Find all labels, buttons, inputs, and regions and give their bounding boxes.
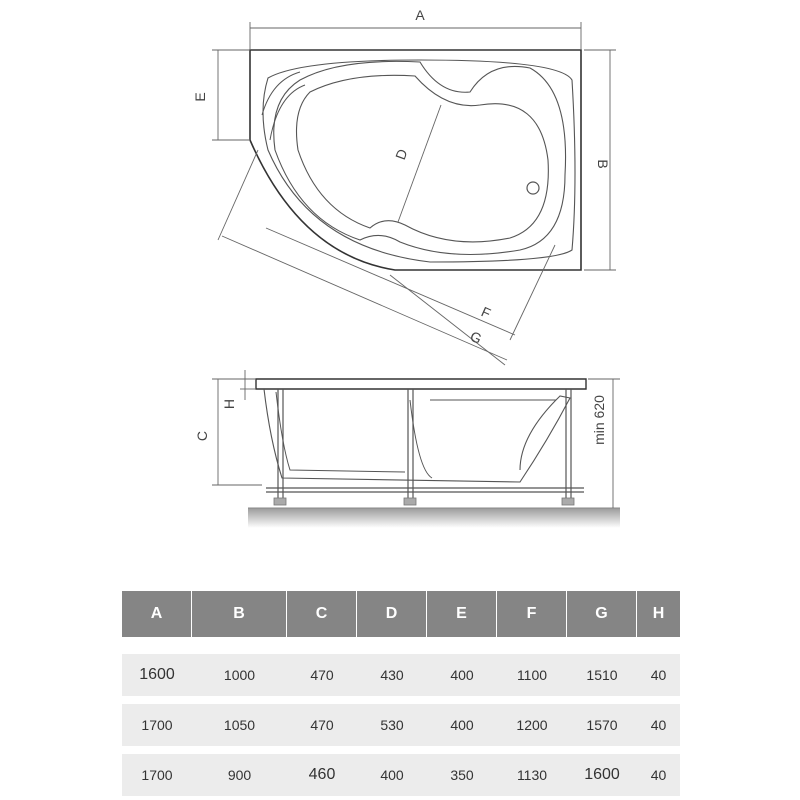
table-header-cell: E: [427, 591, 497, 637]
dim-label-c: C: [194, 430, 210, 442]
table-cell: 1570: [586, 717, 618, 733]
table-cell: 1600: [139, 666, 175, 683]
table-header-cell: A: [122, 591, 192, 637]
table-cell: 400: [380, 767, 404, 783]
table-header-cell: H: [637, 591, 680, 637]
tub-bowl-inner: [297, 75, 549, 242]
side-frame: [266, 389, 584, 498]
table-cell: 1600: [584, 766, 620, 783]
table-cell: 470: [310, 667, 334, 683]
dim-label-a: A: [415, 7, 425, 23]
table-cell: 40: [650, 667, 667, 683]
side-feet: [274, 498, 574, 505]
table-cell: 350: [450, 767, 474, 783]
dimensions-table: [122, 591, 680, 796]
table-cell: 1000: [223, 667, 256, 683]
table-cell: 460: [308, 766, 336, 783]
dim-label-e: E: [192, 92, 208, 102]
table-cell: 400: [450, 667, 474, 683]
dim-label-b: B: [595, 159, 611, 169]
dim-label-f: F: [478, 303, 494, 322]
table-cell: 900: [227, 767, 252, 783]
side-tub-body: [264, 389, 570, 482]
table-cell: 400: [450, 717, 474, 733]
side-rim: [256, 379, 586, 389]
top-view-dimensions: [212, 22, 616, 365]
dim-label-min-height: min 620: [591, 395, 607, 445]
table-cell: 530: [380, 717, 404, 733]
dim-label-g: G: [467, 327, 485, 347]
table-header-cell: G: [567, 591, 637, 637]
table-cell: 1200: [516, 717, 548, 733]
drain-icon: [527, 182, 539, 194]
table-cell: 1050: [223, 717, 256, 733]
tub-outer-rim: [250, 50, 581, 270]
table-cell: 1100: [516, 667, 548, 683]
side-view: [256, 379, 586, 505]
table-cell: 430: [380, 667, 404, 683]
table-cell: 470: [310, 717, 334, 733]
table-cell: 40: [650, 767, 667, 783]
top-view: [250, 50, 581, 270]
table-row: [122, 754, 680, 796]
headrest-curve: [262, 72, 305, 140]
dim-label-h: H: [221, 398, 237, 410]
table-cell: 1700: [141, 717, 173, 733]
table-header-cell: D: [357, 591, 427, 637]
table-cell: 1510: [586, 667, 618, 683]
table-cell: 40: [650, 717, 667, 733]
tub-bowl-outer: [274, 61, 566, 254]
table-cell: 1130: [516, 767, 548, 783]
dim-label-d: D: [392, 146, 411, 162]
table-header-cell: F: [497, 591, 567, 637]
table-row: [122, 704, 680, 746]
table-header-cell: C: [287, 591, 357, 637]
table-header-row: [122, 591, 680, 637]
floor-shading: [248, 508, 620, 528]
table-header-cell: B: [192, 591, 287, 637]
table-cell: 1700: [141, 767, 173, 783]
table-row: [122, 654, 680, 696]
